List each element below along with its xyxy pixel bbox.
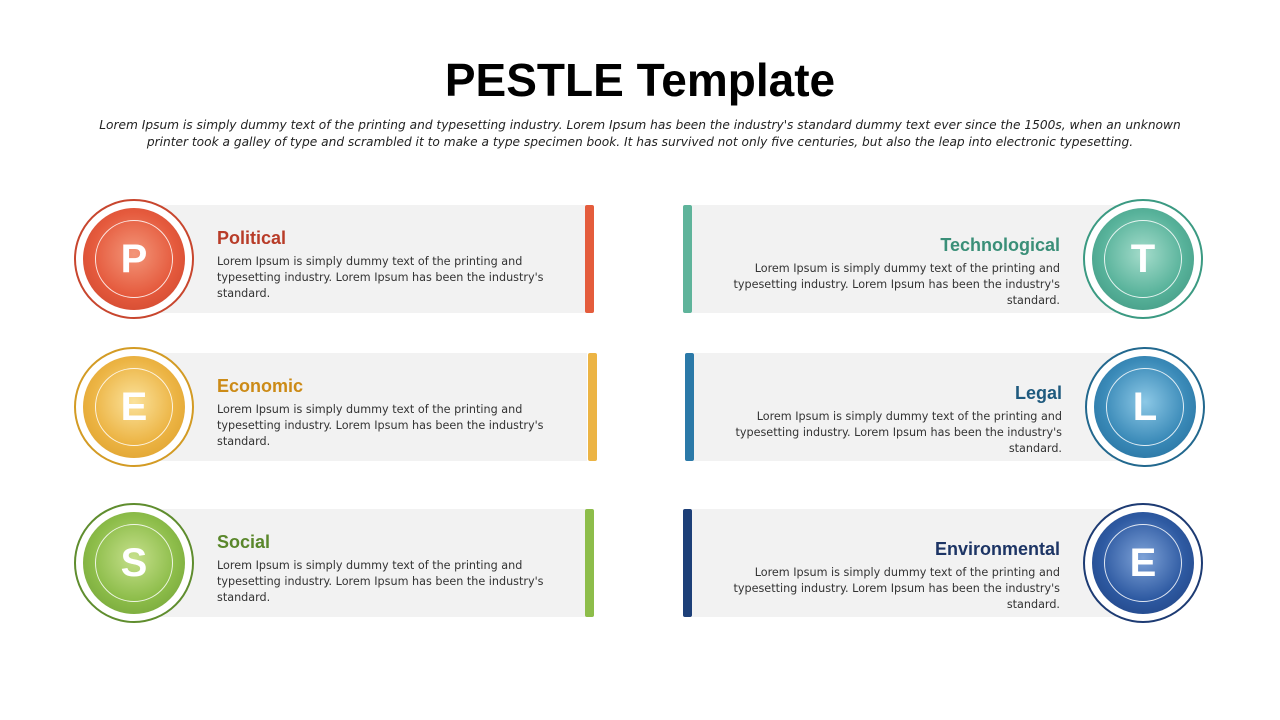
card-heading: Environmental [934, 539, 1060, 559]
card-body: Lorem Ipsum is simply dummy text of the printing and typesetting industry. Lorem Ipsum has been the industry's standard. [217, 559, 544, 604]
card-body: Lorem Ipsum is simply dummy text of the printing and typesetting industry. Lorem Ipsum has been the industry's standard. [733, 262, 1060, 307]
card-body: Lorem Ipsum is simply dummy text of the printing and typesetting industry. Lorem Ipsum has been the industry's standard. [733, 566, 1060, 611]
card-heading: Social [217, 532, 271, 552]
pestle-card-political [74, 205, 596, 313]
badge-letter: E [120, 385, 148, 429]
badge-disc [1092, 208, 1194, 310]
pestle-card-environmental [683, 509, 1205, 617]
pestle-card-legal [685, 353, 1207, 461]
letter-badge [1085, 347, 1205, 467]
letter-badge [74, 347, 194, 467]
badge-disc [83, 208, 185, 310]
page-subtitle: Lorem Ipsum is simply dummy text of the printing and typesetting industry. Lorem Ipsum has been the industry's standard dummy text ever since the 1500s, when an unknown printer took a galley of type and scrambled it to make a type specimen book. It has survived not only five centuries, but also the leap into electronic typesetting. [99, 118, 1181, 149]
badge-disc [1094, 356, 1196, 458]
card-body: Lorem Ipsum is simply dummy text of the printing and typesetting industry. Lorem Ipsum has been the industry's standard. [735, 410, 1062, 455]
card-body: Lorem Ipsum is simply dummy text of the printing and typesetting industry. Lorem Ipsum has been the industry's standard. [217, 255, 544, 300]
card-heading: Economic [217, 376, 304, 396]
card-heading: Technological [940, 235, 1060, 255]
card-heading: Political [217, 228, 287, 248]
badge-letter: P [120, 237, 148, 281]
letter-badge [1083, 503, 1203, 623]
badge-letter: S [120, 541, 148, 585]
badge-letter: T [1130, 237, 1156, 281]
badge-disc [83, 512, 185, 614]
letter-badge [74, 199, 194, 319]
letter-badge [74, 503, 194, 623]
pestle-card-economic [74, 353, 596, 461]
pestle-card-social [74, 509, 596, 617]
card-body: Lorem Ipsum is simply dummy text of the printing and typesetting industry. Lorem Ipsum has been the industry's standard. [217, 403, 544, 448]
pestle-card-technological [683, 205, 1205, 313]
badge-disc [83, 356, 185, 458]
accent-bar [588, 353, 597, 461]
page-title: PESTLE Template [444, 54, 836, 106]
card-heading: Legal [1014, 383, 1062, 403]
badge-disc [1092, 512, 1194, 614]
letter-badge [1083, 199, 1203, 319]
badge-letter: L [1132, 385, 1158, 429]
badge-letter: E [1129, 541, 1157, 585]
